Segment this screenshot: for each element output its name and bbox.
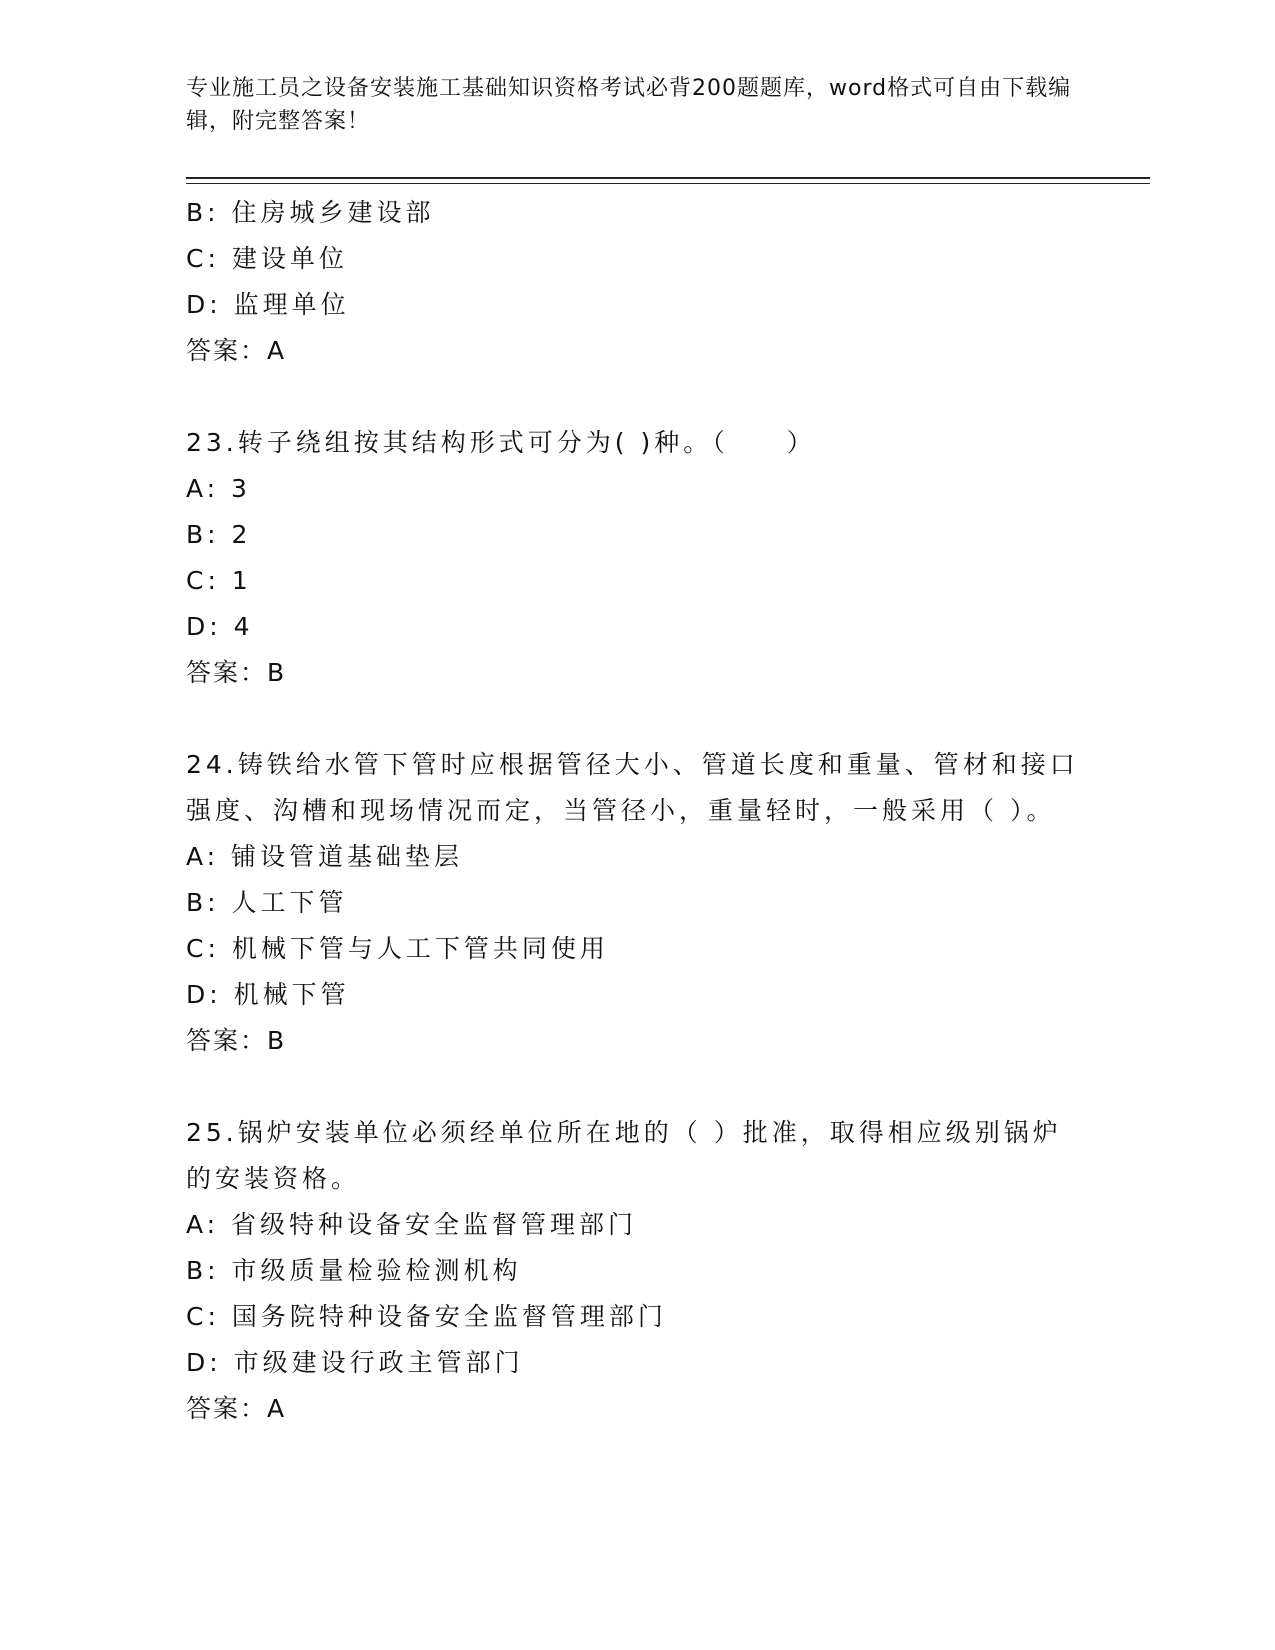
answer-line: 答案：B — [186, 1026, 287, 1055]
question-block-24 — [186, 742, 1086, 1064]
question-list — [186, 190, 1086, 1432]
question-block-continued — [186, 190, 1086, 374]
question-text: 24.铸铁给水管下管时应根据管径大小、管道长度和重量、管材和接口强度、沟槽和现场情况而定，当管径小，重量轻时，一般采用（ ）。 — [186, 750, 1079, 825]
question-text: 23.转子绕组按其结构形式可分为( )种。（ ） — [186, 428, 816, 457]
option-d: D: 监理单位 — [186, 290, 350, 319]
option-c: C: 机械下管与人工下管共同使用 — [186, 934, 609, 963]
option-c: C: 国务院特种设备安全监督管理部门 — [186, 1302, 667, 1331]
option-a: A: 省级特种设备安全监督管理部门 — [186, 1210, 638, 1239]
option-b: B: 2 — [186, 520, 252, 549]
question-block-23 — [186, 420, 1086, 696]
option-b: B: 人工下管 — [186, 888, 348, 917]
header-rule-thin — [186, 183, 1150, 184]
option-d: D: 市级建设行政主管部门 — [186, 1348, 524, 1377]
option-b: B: 住房城乡建设部 — [186, 198, 435, 227]
answer-line: 答案：A — [186, 1394, 287, 1423]
answer-line: 答案：B — [186, 658, 287, 687]
option-b: B: 市级质量检验检测机构 — [186, 1256, 522, 1285]
option-c: C: 1 — [186, 566, 252, 595]
option-c: C: 建设单位 — [186, 244, 348, 273]
option-a: A: 铺设管道基础垫层 — [186, 842, 464, 871]
document-title: 专业施工员之设备安装施工基础知识资格考试必背200题题库，word格式可自由下载编辑，附完整答案！ — [186, 76, 1072, 134]
question-text: 25.锅炉安装单位必须经单位所在地的（ ）批准，取得相应级别锅炉的安装资格。 — [186, 1118, 1062, 1193]
option-a: A: 3 — [186, 474, 251, 503]
header-rule-thick — [186, 177, 1150, 179]
answer-line: 答案：A — [186, 336, 287, 365]
question-block-25 — [186, 1110, 1086, 1432]
option-d: D: 机械下管 — [186, 980, 350, 1009]
option-d: D: 4 — [186, 612, 254, 641]
